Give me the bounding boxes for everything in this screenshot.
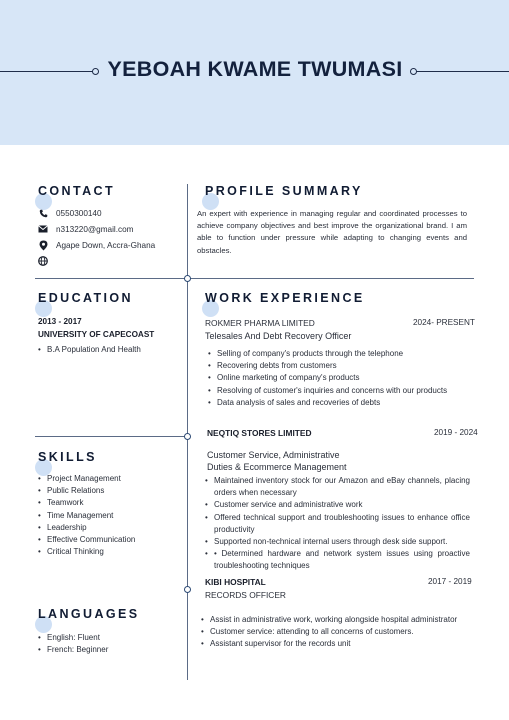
timeline-node — [184, 275, 191, 282]
list-item: • Project Management — [37, 473, 135, 485]
list-item: • Maintained inventory stock for our Amazon and eBay channels, placing orders when necessary — [204, 475, 470, 499]
divider-education-skills — [35, 436, 187, 437]
candidate-name: YEBOAH KWAME TWUMASI — [107, 57, 403, 81]
name-divider-right — [416, 71, 509, 72]
job-company: ROKMER PHARMA LIMITED — [205, 318, 315, 328]
job-dates: 2024- PRESENT — [413, 318, 475, 327]
contact-phone: 0550300140 — [56, 209, 102, 218]
profile-heading: PROFILE SUMMARY — [205, 184, 363, 198]
list-item: • Public Relations — [37, 485, 135, 497]
job-duties-list — [207, 348, 447, 409]
location-icon — [38, 240, 48, 250]
divider-contact-profile — [35, 278, 474, 279]
list-item: • Selling of company's products through the telephone — [207, 348, 447, 360]
list-item: • Recovering debts from customers — [207, 360, 447, 372]
list-item: • English: Fluent — [37, 632, 108, 644]
globe-icon — [38, 256, 48, 266]
list-item: • Critical Thinking — [37, 546, 135, 558]
name-divider-left — [0, 71, 94, 72]
mail-icon — [38, 225, 48, 235]
job-duties-list — [204, 475, 470, 573]
list-item: • Assistant supervisor for the records unit — [200, 638, 466, 650]
contact-email[interactable]: n313220@gmail.com — [56, 225, 134, 234]
education-degree: • B.A Population And Health — [37, 344, 141, 356]
job-role-continued: Duties & Ecommerce Management — [207, 462, 347, 472]
education-degree-list — [37, 344, 141, 356]
profile-summary-text: An expert with experience in managing regular and coordinated processes to achieve company objectives and best improve the organizational brand. I am able to function under pressure while adapting to changing events and obstacles. — [197, 209, 467, 255]
education-years: 2013 - 2017 — [38, 317, 82, 326]
job-dates: 2017 - 2019 — [428, 577, 472, 586]
skills-list — [37, 473, 135, 558]
contact-heading: CONTACT — [38, 184, 115, 198]
education-heading: EDUCATION — [38, 291, 133, 305]
name-divider-dot-left — [92, 68, 99, 75]
languages-list — [37, 632, 108, 656]
skills-heading: SKILLS — [38, 450, 97, 464]
list-item: • • Determined hardware and network system issues using proactive troubleshooting techniques — [204, 548, 470, 572]
list-item: • Effective Communication — [37, 534, 135, 546]
list-item: • Online marketing of company's products — [207, 372, 447, 384]
timeline-node — [184, 433, 191, 440]
languages-heading: LANGUAGES — [38, 607, 140, 621]
job-company: KIBI HOSPITAL — [205, 577, 266, 587]
timeline-vertical-line — [187, 184, 188, 680]
job-company: NEQTIQ STORES LIMITED — [207, 428, 312, 438]
education-school: UNIVERSITY OF CAPECOAST — [38, 330, 155, 339]
job-role: RECORDS OFFICER — [205, 590, 286, 600]
list-item: • Time Management — [37, 510, 135, 522]
list-item: • Customer service: attending to all concerns of customers. — [200, 626, 466, 638]
job-dates: 2019 - 2024 — [434, 428, 478, 437]
timeline-node — [184, 586, 191, 593]
job-duties-list — [200, 614, 466, 651]
phone-icon — [38, 209, 48, 219]
list-item: • Leadership — [37, 522, 135, 534]
list-item: • Teamwork — [37, 497, 135, 509]
job-role: Telesales And Debt Recovery Officer — [205, 331, 352, 341]
contact-address: Agape Down, Accra-Ghana — [56, 241, 156, 250]
list-item: • Supported non-technical internal users through desk side support. — [204, 536, 470, 548]
list-item: • Data analysis of sales and recoveries of debts — [207, 397, 447, 409]
list-item: • Resolving of customer's inquiries and concerns with our products — [207, 385, 447, 397]
list-item: • Assist in administrative work, working alongside hospital administrator — [200, 614, 466, 626]
job-role: Customer Service, Administrative — [207, 450, 340, 460]
list-item: • French: Beginner — [37, 644, 108, 656]
list-item: • Customer service and administrative work — [204, 499, 470, 511]
list-item: • Offered technical support and troubleshooting issues to enhance office productivity — [204, 512, 470, 536]
work-experience-heading: WORK EXPERIENCE — [205, 291, 365, 305]
